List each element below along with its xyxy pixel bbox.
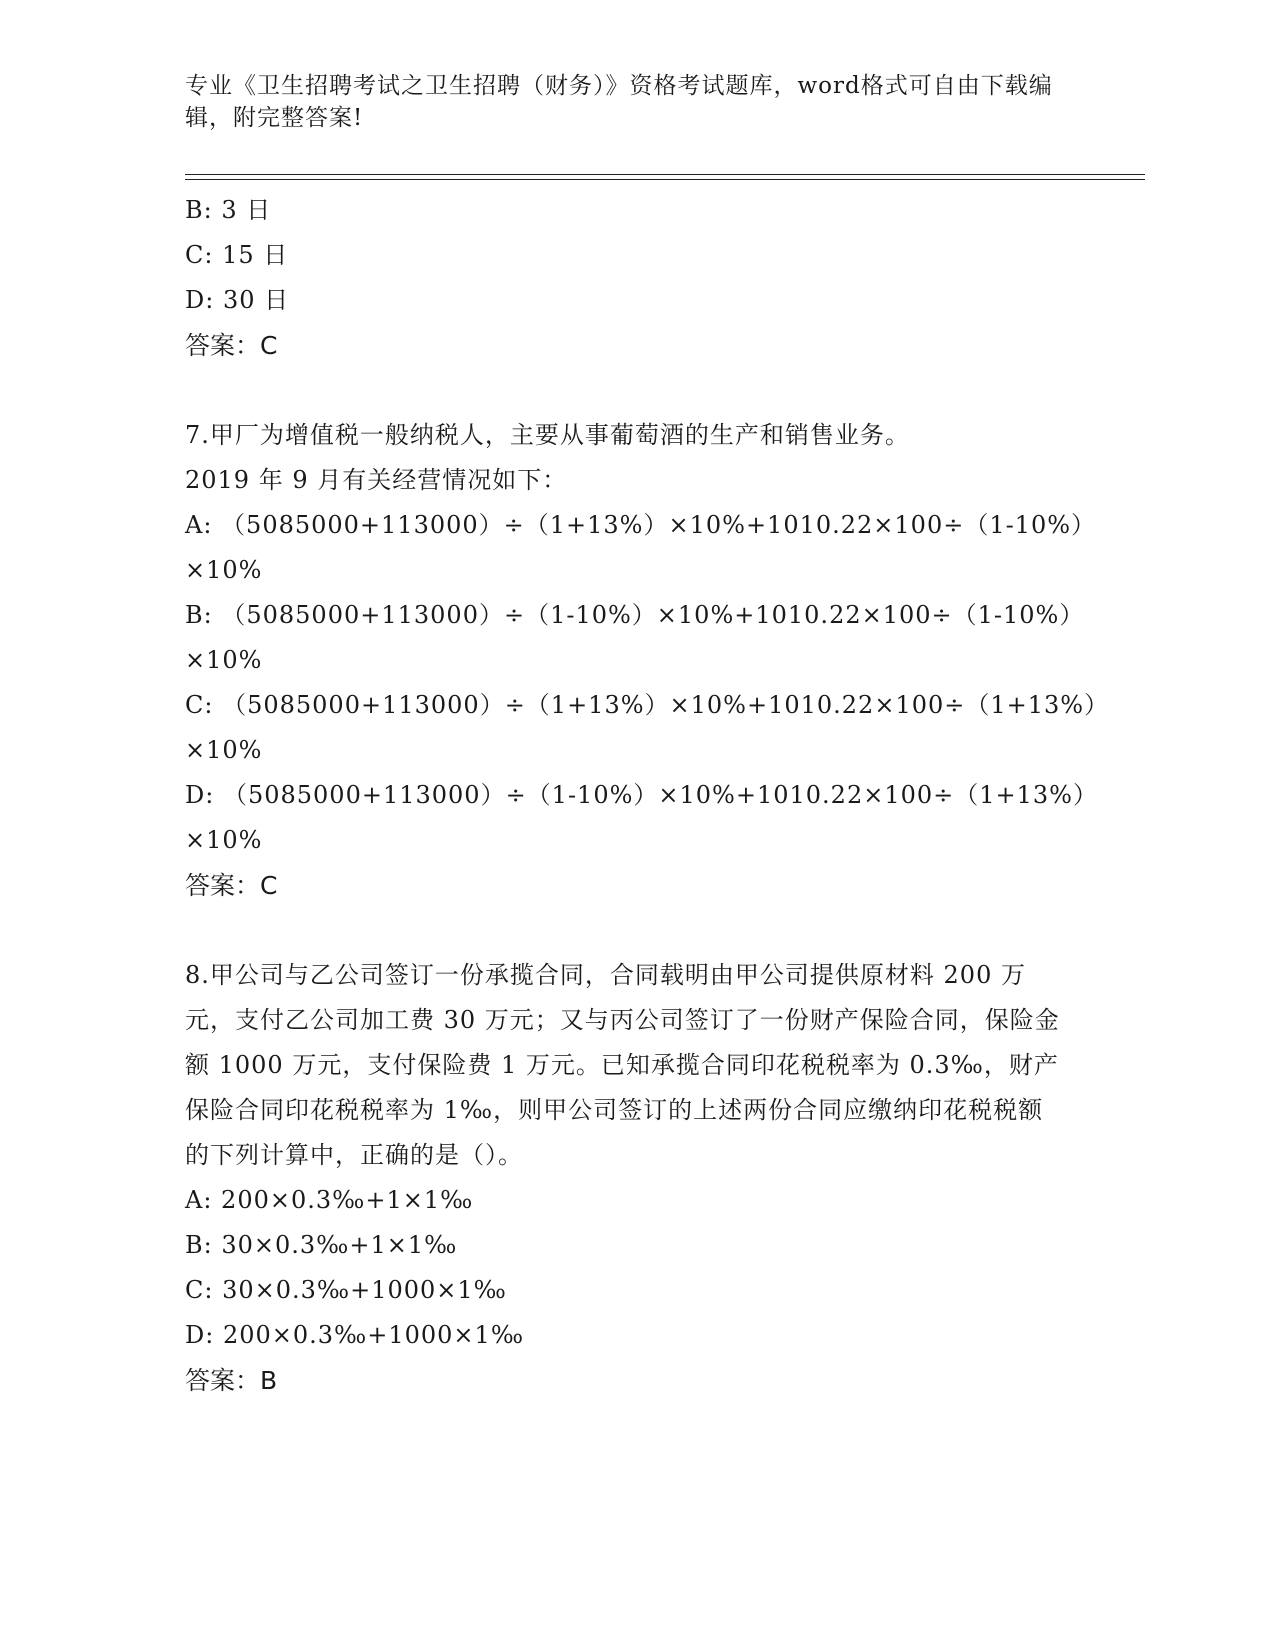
option-c: C: （5085000+113000）÷（1+13%）×10%+1010.22×100÷（1+13%） xyxy=(185,691,1110,719)
option-c: C: 30×0.3‰+1000×1‰ xyxy=(185,1276,507,1304)
option-b-continued: ×10% xyxy=(185,646,263,674)
answer-label: 答案：B xyxy=(185,1366,278,1395)
option-d: D: 200×0.3‰+1000×1‰ xyxy=(185,1321,525,1349)
option-d: D: （5085000+113000）÷（1-10%）×10%+1010.22×100÷（1+13%） xyxy=(185,781,1098,809)
option-d: D: 30 日 xyxy=(185,286,290,314)
option-c-continued: ×10% xyxy=(185,736,263,764)
option-b: B: （5085000+113000）÷（1-10%）×10%+1010.22×100÷（1-10%） xyxy=(185,601,1085,629)
question-7 xyxy=(185,413,1145,908)
question-stem-line: 7.甲厂为增值税一般纳税人，主要从事葡萄酒的生产和销售业务。 xyxy=(185,421,910,449)
option-a-continued: ×10% xyxy=(185,556,263,584)
option-c: C: 15 日 xyxy=(185,241,289,269)
question-stem-line: 2019 年 9 月有关经营情况如下： xyxy=(185,466,568,494)
question-8 xyxy=(185,953,1145,1403)
option-a: A: 200×0.3‰+1×1‰ xyxy=(185,1186,474,1214)
document-page xyxy=(185,70,1145,1403)
option-b: B: 3 日 xyxy=(185,196,272,224)
spacer xyxy=(185,908,1145,953)
option-b: B: 30×0.3‰+1×1‰ xyxy=(185,1231,458,1259)
header-divider xyxy=(185,174,1145,180)
answer-label: 答案：C xyxy=(185,331,278,360)
previous-question-tail xyxy=(185,188,1145,368)
option-d-continued: ×10% xyxy=(185,826,263,854)
question-stem: 8.甲公司与乙公司签订一份承揽合同，合同载明由甲公司提供原材料 200 万元，支付乙公司加工费 30 万元；又与丙公司签订了一份财产保险合同，保险金额 1000 万元，支付保险费 1 万元。已知承揽合同印花税税率为 0.3‰，财产保险合同印花税税率为 1‰，则甲公司签订的上述两份合同应缴纳印花税税额的下列计算中，正确的是（）。 xyxy=(185,961,1060,1169)
answer-label: 答案：C xyxy=(185,871,278,900)
option-a: A: （5085000+113000）÷（1+13%）×10%+1010.22×100÷（1-10%） xyxy=(185,511,1097,539)
document-header: 专业《卫生招聘考试之卫生招聘（财务）》资格考试题库，word格式可自由下载编辑，附完整答案! xyxy=(185,73,1053,131)
spacer xyxy=(185,368,1145,413)
